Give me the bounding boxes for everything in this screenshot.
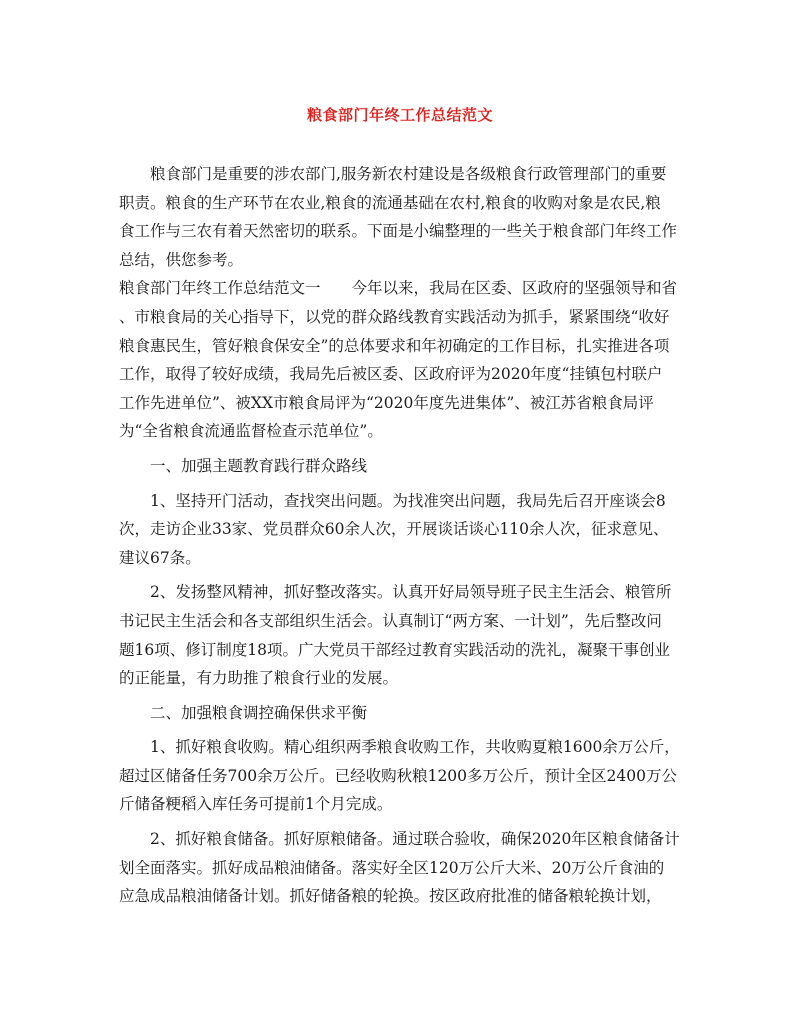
text-line: 工作，取得了较好成绩，我局先后被区委、区政府评为2020年度“挂镇包村联户 <box>119 365 663 384</box>
text-line: 、市粮食局的关心指导下，以党的群众路线教育实践活动为抓手，紧紧围绕“收好 <box>119 307 670 326</box>
text-line: 2、抓好粮食储备。抓好原粮储备。通过联合验收，确保2020年区粮食储备计 <box>119 830 680 849</box>
text-line: 工作先进单位”、被XX市粮食局评为“2020年度先进集体”、被江苏省粮食局评 <box>119 393 654 412</box>
text-line: 职责。粮食的生产环节在农业,粮食的流通基础在农村,粮食的收购对象是农民,粮 <box>119 193 661 212</box>
document-title: 粮食部门年终工作总结范文 <box>306 106 493 124</box>
text-line: 粮食部门是重要的涉农部门,服务新农村建设是各级粮食行政管理部门的重要 <box>119 165 667 183</box>
text-line: 次，走访企业33家、党员群众60余人次，开展谈话谈心110余人次，征求意见、 <box>119 520 669 539</box>
text-line: 1、坚持开门活动，查找突出问题。为找准突出问题，我局先后召开座谈会8 <box>119 491 666 510</box>
section-heading: 二、加强粮食调控确保供求平衡 <box>119 703 368 722</box>
text-line: 应急成品粮油储备计划。抓好储备粮的轮换。按区政府批准的储备粮轮换计划， <box>119 887 662 906</box>
text-line: 粮食部门年终工作总结范文一 今年以来，我局在区委、区政府的坚强领导和省 <box>119 279 678 298</box>
text-line: 超过区储备任务700余万公斤。已经收购秋粮1200多万公斤，预计全区2400万公 <box>119 766 677 785</box>
text-line: 书记民主生活会和各支部组织生活会。认真制订“两方案、一计划”，先后整改问 <box>119 611 662 630</box>
text-line: 题16项、修订制度18项。广大党员干部经过教育实践活动的洗礼，凝聚干事创业 <box>119 640 670 659</box>
text-line: 1、抓好粮食收购。精心组织两季粮食收购工作，共收购夏粮1600余万公斤， <box>119 738 680 757</box>
text-line: 2、发扬整风精神，抓好整改落实。认真开好局领导班子民主生活会、粮管所 <box>119 583 672 602</box>
text-line: 斤储备粳稻入库任务可提前1个月完成。 <box>119 795 393 814</box>
text-line: 为“全省粮食流通监督检查示范单位”。 <box>119 422 383 441</box>
section-heading: 一、加强主题教育践行群众路线 <box>119 456 368 475</box>
text-line: 划全面落实。抓好成品粮油储备。落实好全区120万公斤大米、20万公斤食油的 <box>119 858 665 877</box>
document-body <box>119 160 693 911</box>
text-line: 建议67条。 <box>119 548 201 567</box>
text-line: 总结，供您参考。 <box>119 250 244 269</box>
text-line: 粮食惠民生，管好粮食保安全”的总体要求和年初确定的工作目标，扎实推进各项 <box>119 336 670 355</box>
text-line: 食工作与三农有着天然密切的联系。下面是小编整理的一些关于粮食部门年终工作 <box>119 222 678 241</box>
text-line: 的正能量，有力助推了粮食行业的发展。 <box>119 669 399 688</box>
